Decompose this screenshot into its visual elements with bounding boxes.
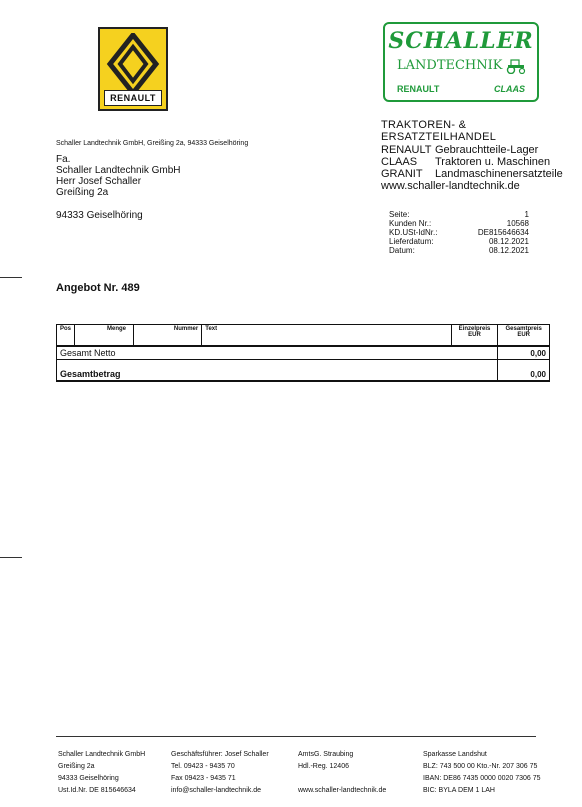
table-header-row <box>57 325 550 347</box>
meta-value: 08.12.2021 <box>488 237 529 246</box>
recipient-line-2: Schaller Landtechnik GmbH <box>56 165 181 176</box>
schaller-subtitle: LANDTECHNIK <box>397 58 503 73</box>
footer-line: Sparkasse Landshut <box>423 751 487 758</box>
col-einzelpreis-label: Einzelpreis <box>458 326 491 332</box>
meta-row <box>389 246 529 255</box>
meta-label: KD.USt-IdNr.: <box>389 228 438 237</box>
schaller-renault-label: RENAULT <box>397 84 440 94</box>
meta-value: 10568 <box>506 219 529 228</box>
table-row <box>57 368 550 381</box>
footer-register <box>298 749 386 797</box>
meta-label: Datum: <box>389 246 415 255</box>
fold-mark <box>0 557 22 558</box>
document-meta <box>389 210 529 255</box>
product-line <box>381 168 563 180</box>
footer-line: 94333 Geiselhöring <box>58 775 119 782</box>
netto-value: 0,00 <box>498 346 550 360</box>
footer-line: info@schaller-landtechnik.de <box>171 787 261 794</box>
footer-line: Schaller Landtechnik GmbH <box>58 751 146 758</box>
col-einzelpreis-unit: EUR <box>468 332 481 338</box>
col-text-header: Text <box>202 325 451 347</box>
product-line <box>381 156 563 168</box>
product-desc: Landmaschinenersatzteile <box>435 168 563 180</box>
footer-line: BLZ: 743 500 00 Kto.-Nr. 207 306 75 <box>423 763 538 770</box>
footer-contact <box>171 749 269 797</box>
footer-bank <box>423 749 541 797</box>
total-label: Gesamtbetrag <box>57 368 498 381</box>
tractor-icon <box>505 58 527 74</box>
recipient-address <box>56 154 181 198</box>
meta-row <box>389 210 529 219</box>
col-gesamtpreis-unit: EUR <box>517 332 531 338</box>
footer-company <box>58 749 145 797</box>
product-brand: CLAAS <box>381 156 418 168</box>
sender-line: Schaller Landtechnik GmbH, Greißing 2a, 94333 Geiselhöring <box>56 140 249 147</box>
table-spacer <box>57 360 550 369</box>
footer-line: www.schaller-landtechnik.de <box>298 787 387 794</box>
meta-label: Kunden Nr.: <box>389 219 432 228</box>
col-gesamtpreis-label: Gesamtpreis <box>505 326 542 332</box>
col-gesamtpreis-header <box>498 325 550 347</box>
footer-line: Geschäftsführer: Josef Schaller <box>171 751 269 758</box>
footer-line: Tel. 09423 - 9435 70 <box>171 763 235 770</box>
recipient-line-3: Herr Josef Schaller <box>56 176 142 187</box>
schaller-title: SCHALLER <box>388 28 534 54</box>
footer-line: Greißing 2a <box>58 763 95 770</box>
renault-logo <box>98 27 168 111</box>
fold-mark <box>0 277 22 278</box>
offer-heading: Angebot Nr. 489 <box>56 282 140 294</box>
footer-line: BIC: BYLA DEM 1 LAH <box>423 787 495 794</box>
meta-value: 08.12.2021 <box>488 246 529 255</box>
meta-row <box>389 228 529 237</box>
recipient-line-4: Greißing 2a <box>56 187 109 198</box>
col-pos-header: Pos <box>57 325 75 347</box>
footer-line: IBAN: DE86 7435 0000 0020 7306 75 <box>423 775 541 782</box>
col-einzelpreis-header <box>451 325 498 347</box>
footer-divider <box>56 736 536 737</box>
footer-line: Fax 09423 - 9435 71 <box>171 775 236 782</box>
product-brand: RENAULT <box>381 144 432 156</box>
recipient-city: 94333 Geiselhöring <box>56 210 143 221</box>
schaller-claas-label: CLAAS <box>494 84 525 94</box>
footer-line: Ust.Id.Nr. DE 815646634 <box>58 787 136 794</box>
meta-row <box>389 219 529 228</box>
renault-diamond-icon <box>106 33 160 95</box>
netto-label: Gesamt Netto <box>57 346 498 360</box>
product-desc: Traktoren u. Maschinen <box>435 156 551 168</box>
company-website: www.schaller-landtechnik.de <box>381 180 520 192</box>
offer-table <box>56 324 550 382</box>
footer-blank <box>298 773 386 785</box>
company-tagline: TRAKTOREN- & ERSATZTEILHANDEL <box>381 119 497 143</box>
footer-line: Hdl.-Reg. 12406 <box>298 763 349 770</box>
col-nummer-header: Nummer <box>133 325 201 347</box>
footer-line: AmtsG. Straubing <box>298 751 354 758</box>
meta-value: 1 <box>524 210 529 219</box>
product-desc: Gebrauchtteile-Lager <box>435 144 539 156</box>
meta-row <box>389 237 529 246</box>
company-products <box>381 144 563 192</box>
product-line <box>381 144 563 156</box>
table-row <box>57 346 550 360</box>
schaller-logo <box>383 22 539 102</box>
renault-wordmark: RENAULT <box>104 90 162 106</box>
meta-label: Lieferdatum: <box>389 237 434 246</box>
product-brand: GRANIT <box>381 168 423 180</box>
col-menge-header: Menge <box>75 325 134 347</box>
total-value: 0,00 <box>498 368 550 381</box>
meta-label: Seite: <box>389 210 410 219</box>
recipient-line-1: Fa. <box>56 154 71 165</box>
meta-value: DE815646634 <box>477 228 529 237</box>
